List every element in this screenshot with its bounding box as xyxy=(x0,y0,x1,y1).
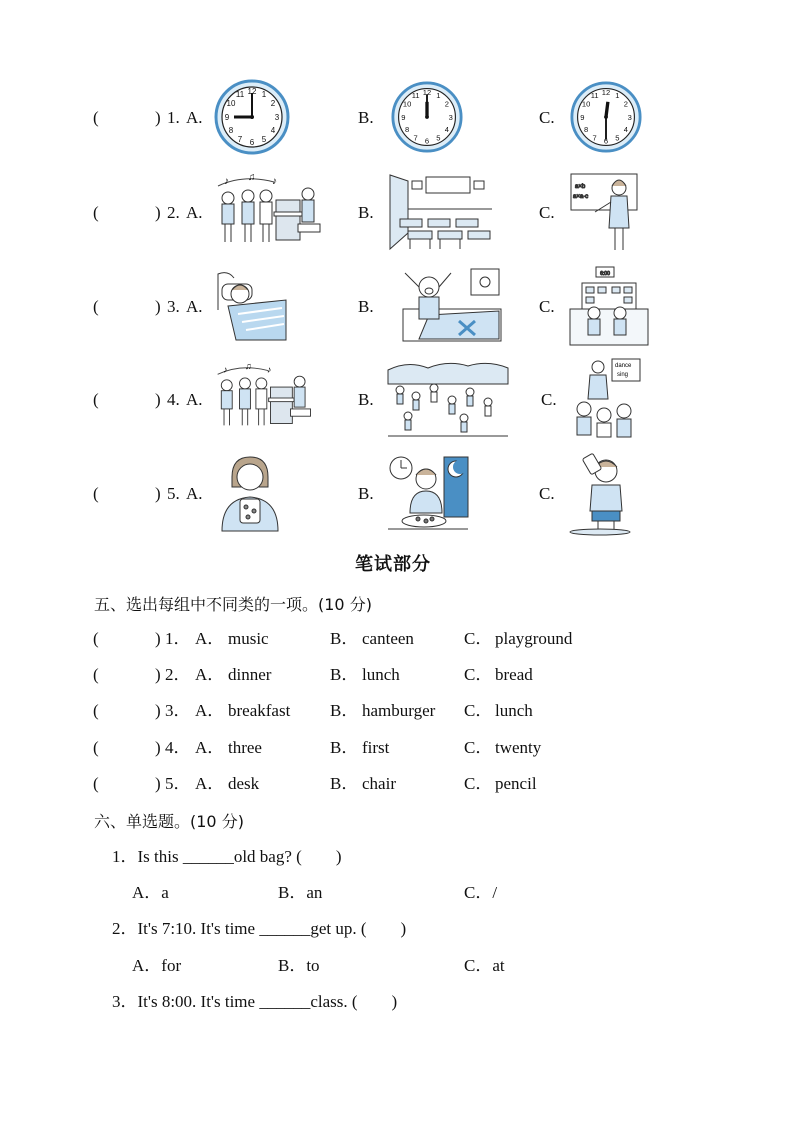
svg-text:5: 5 xyxy=(436,133,441,143)
option-a-label: A. xyxy=(186,108,203,127)
board-word-dance: dance xyxy=(615,363,632,369)
question-number: 2． xyxy=(165,665,191,684)
option-c-label: C. xyxy=(541,390,557,409)
question-number: 2. xyxy=(167,203,180,222)
section-heading: 六、单选题。(10 分) xyxy=(94,812,244,831)
option-b-word: chair xyxy=(362,774,396,793)
svg-text:11: 11 xyxy=(411,91,420,101)
answer-paren-open: ( xyxy=(93,701,99,720)
svg-text:2: 2 xyxy=(623,99,629,109)
boy-dinner-icon[interactable] xyxy=(388,455,468,533)
answer-paren-open: ( xyxy=(93,665,99,684)
question-stem: 2．It's 7:10. It's time ______get up. ( ) xyxy=(112,919,407,938)
option-b: B．an xyxy=(278,883,323,902)
question-number: 1. xyxy=(167,108,180,127)
svg-text:6: 6 xyxy=(424,136,430,146)
option-a-label: A． xyxy=(195,738,225,757)
question-number: 3. xyxy=(167,297,180,316)
option-a: A．for xyxy=(132,956,182,975)
svg-text:4: 4 xyxy=(270,126,276,135)
answer-paren-close: ) xyxy=(155,484,161,503)
option-b-word: canteen xyxy=(362,629,414,648)
answer-paren-close: ) xyxy=(155,738,161,757)
question-number: 4. xyxy=(167,390,180,409)
answer-paren-open: ( xyxy=(93,738,99,757)
svg-text:12: 12 xyxy=(422,88,432,98)
classroom-icon[interactable] xyxy=(388,173,492,251)
answer-paren-close: ) xyxy=(155,774,161,793)
sleeping-child-icon[interactable] xyxy=(214,270,288,342)
svg-text:11: 11 xyxy=(590,91,599,101)
svg-text:♫: ♫ xyxy=(248,172,256,183)
svg-text:7: 7 xyxy=(413,133,418,143)
option-a-label: A． xyxy=(195,665,225,684)
svg-text:3: 3 xyxy=(627,112,632,122)
svg-text:6: 6 xyxy=(249,138,255,147)
option-b-label: B． xyxy=(330,738,359,757)
option-b-word: lunch xyxy=(362,665,400,684)
answer-paren-close: ) xyxy=(155,665,161,684)
answer-paren-close: ) xyxy=(155,203,161,222)
answer-paren-open: ( xyxy=(93,390,99,409)
svg-text:9: 9 xyxy=(401,112,406,122)
option-a-label: A． xyxy=(195,701,225,720)
option-c-word: pencil xyxy=(495,774,537,793)
answer-paren-open: ( xyxy=(93,297,99,316)
svg-text:12: 12 xyxy=(247,87,257,96)
svg-text:12: 12 xyxy=(601,88,611,98)
clock-twelve-icon[interactable] xyxy=(391,81,463,153)
option-c-label: C． xyxy=(464,629,493,648)
boy-drinking-icon[interactable] xyxy=(568,453,632,535)
question-stem: 1．Is this ______old bag? ( ) xyxy=(112,847,342,866)
answer-paren-open: ( xyxy=(93,484,99,503)
option-b-label: B. xyxy=(358,203,374,222)
svg-text:♪: ♪ xyxy=(224,176,229,187)
option-a-word: breakfast xyxy=(228,701,291,720)
option-a-word: desk xyxy=(228,774,260,793)
answer-paren-close: ) xyxy=(155,629,161,648)
question-number: 3． xyxy=(165,701,191,720)
option-c-word: twenty xyxy=(495,738,542,757)
option-c: C．/ xyxy=(464,883,498,902)
svg-text:3: 3 xyxy=(274,113,280,122)
svg-text:3: 3 xyxy=(448,112,453,122)
girl-eating-icon[interactable] xyxy=(214,453,286,533)
svg-text:5: 5 xyxy=(261,135,267,144)
svg-text:♪: ♪ xyxy=(266,364,272,375)
svg-text:10: 10 xyxy=(402,99,412,109)
option-a-word: music xyxy=(228,629,269,648)
option-c-word: lunch xyxy=(495,701,533,720)
teacher-blackboard-icon[interactable] xyxy=(569,172,639,252)
option-b: B．to xyxy=(278,956,320,975)
answer-paren-open: ( xyxy=(93,774,99,793)
option-b-word: hamburger xyxy=(362,701,436,720)
option-c-label: C. xyxy=(539,484,555,503)
svg-text:♫: ♫ xyxy=(244,360,252,371)
option-a-label: A． xyxy=(195,629,225,648)
option-b-label: B. xyxy=(358,297,374,316)
svg-text:2: 2 xyxy=(444,99,450,109)
option-c-label: C． xyxy=(464,701,493,720)
option-a-label: A. xyxy=(186,390,203,409)
answer-paren-close: ) xyxy=(155,701,161,720)
svg-text:a×b: a×b xyxy=(575,184,586,190)
svg-text:9: 9 xyxy=(580,112,585,122)
option-b-label: B． xyxy=(330,701,359,720)
option-c-label: C. xyxy=(539,203,555,222)
option-a-label: A. xyxy=(186,484,203,503)
answer-paren-open: ( xyxy=(93,203,99,222)
answer-paren-close: ) xyxy=(155,108,161,127)
option-a-label: A． xyxy=(195,774,225,793)
answer-paren-open: ( xyxy=(93,108,99,127)
svg-text:9: 9 xyxy=(224,113,230,122)
playground-children-icon[interactable] xyxy=(388,360,508,438)
option-b-label: B． xyxy=(330,629,359,648)
option-b-label: B. xyxy=(358,108,374,127)
option-b-label: B. xyxy=(358,390,374,409)
option-a: A．a xyxy=(132,883,169,902)
answer-paren-open: ( xyxy=(93,629,99,648)
svg-text:♪: ♪ xyxy=(272,176,277,187)
answer-paren-close: ) xyxy=(155,390,161,409)
svg-text:1: 1 xyxy=(436,91,441,101)
answer-paren-close: ) xyxy=(155,297,161,316)
option-b-label: B． xyxy=(330,774,359,793)
option-a-label: A. xyxy=(186,297,203,316)
clock-nine-icon[interactable] xyxy=(214,79,290,155)
question-number: 5. xyxy=(167,484,180,503)
board-word-sing: sing xyxy=(617,372,629,378)
option-c-label: C． xyxy=(464,665,493,684)
svg-text:2: 2 xyxy=(270,99,276,108)
svg-text:10: 10 xyxy=(226,99,236,108)
option-c-word: playground xyxy=(495,629,573,648)
svg-text:6: 6 xyxy=(603,136,609,146)
question-number: 5． xyxy=(165,774,191,793)
svg-text:8: 8 xyxy=(583,125,589,135)
music-class-icon[interactable] xyxy=(214,360,316,436)
svg-text:♪: ♪ xyxy=(223,364,228,375)
option-a-word: dinner xyxy=(228,665,272,684)
clock-half-past-twelve-icon[interactable] xyxy=(570,81,642,153)
question-stem: 3．It's 8:00. It's time ______class. ( ) xyxy=(112,992,398,1011)
option-a-label: A. xyxy=(186,203,203,222)
svg-text:8: 8 xyxy=(228,126,234,135)
option-c-word: bread xyxy=(495,665,533,684)
svg-text:5: 5 xyxy=(615,133,620,143)
svg-text:11: 11 xyxy=(235,90,245,99)
option-c-label: C． xyxy=(464,738,493,757)
option-c: C．at xyxy=(464,956,505,975)
option-c-label: C. xyxy=(539,297,555,316)
written-part-title: 笔试部分 xyxy=(355,554,431,575)
svg-text:1: 1 xyxy=(615,91,620,101)
question-number: 4． xyxy=(165,738,191,757)
option-b-label: B． xyxy=(330,665,359,684)
svg-text:7: 7 xyxy=(237,135,243,144)
svg-text:7: 7 xyxy=(592,133,597,143)
music-class-icon[interactable] xyxy=(214,172,326,252)
going-to-school-icon[interactable] xyxy=(568,265,650,347)
question-number: 1． xyxy=(165,629,191,648)
section-heading: 五、选出每组中不同类的一项。(10 分) xyxy=(94,595,372,614)
option-b-label: B. xyxy=(358,484,374,503)
option-c-label: C． xyxy=(464,774,493,793)
svg-text:1: 1 xyxy=(261,90,267,99)
option-c-label: C. xyxy=(539,108,555,127)
svg-text:8: 8 xyxy=(404,125,410,135)
svg-text:4: 4 xyxy=(623,125,629,135)
svg-text:10: 10 xyxy=(581,99,591,109)
option-b-word: first xyxy=(362,738,390,757)
boy-waking-up-icon[interactable] xyxy=(389,265,505,347)
dance-sing-class-icon[interactable] xyxy=(574,357,640,439)
svg-text:a×a·c: a×a·c xyxy=(573,194,589,200)
svg-text:4: 4 xyxy=(444,125,450,135)
school-clock-sign: 6:00 xyxy=(600,271,610,277)
option-a-word: three xyxy=(228,738,262,757)
